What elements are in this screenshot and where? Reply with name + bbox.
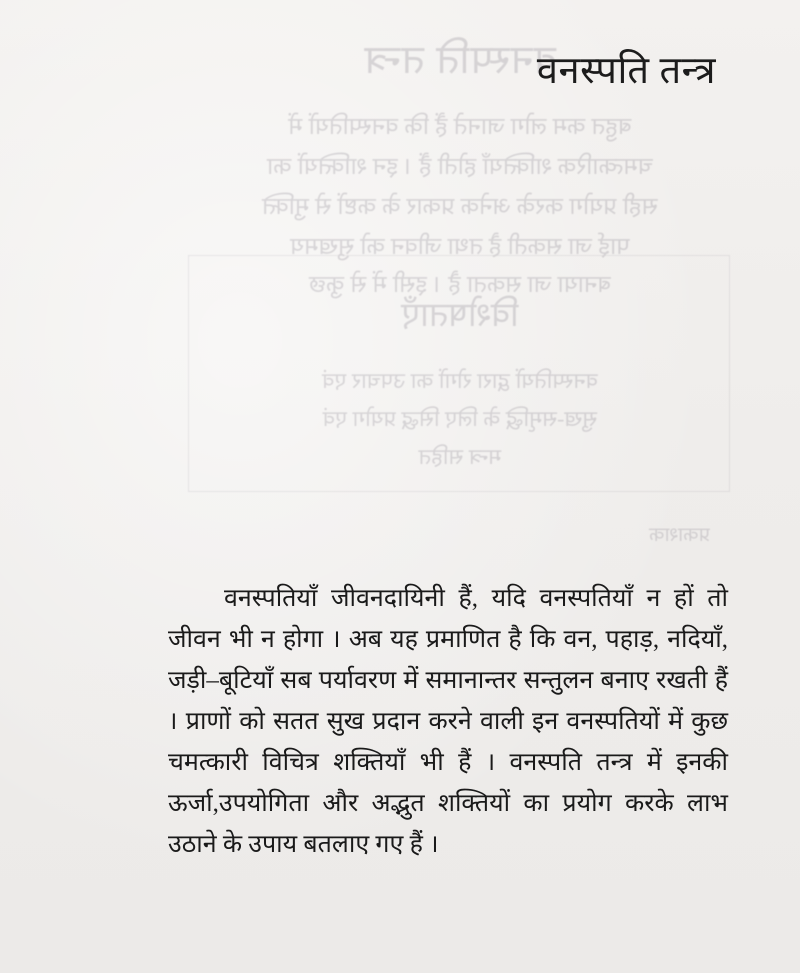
show-through-box-line: सुख-समृद्धि के लिए सिद्ध प्रयोग एवं	[322, 406, 598, 431]
show-through-line: बहुत कम लोग जानते हैं कि वनस्पतियों में	[288, 114, 632, 140]
show-through-box-line: वनस्पतियों द्वारा रोगों का उपचार एवं	[322, 368, 598, 393]
show-through-footer: प्रकाशक	[649, 524, 710, 546]
show-through-box-title: विशेषताएँ	[401, 297, 519, 334]
show-through-line: चमत्कारिक शक्तियाँ होती हैं । इन शक्तियों का	[266, 154, 654, 180]
show-through-line: बनाया जा सकता है । इसी में से कुछ	[309, 272, 611, 298]
show-through-title: वनस्पति तन्त्र	[363, 37, 557, 82]
page-title: वनस्पति तन्त्र	[536, 50, 716, 92]
show-through-line: पाई जा सकती है तथा जीवन को सुखमय	[290, 234, 630, 260]
show-through-box	[188, 255, 730, 492]
show-through-line: सही प्रयोग करके अनेक प्रकार के कष्टों से मुक्ति	[262, 194, 658, 220]
paragraph: वनस्पतियाँ जीवनदायिनी हैं, यदि वनस्पतियाँ न हों तो जीवन भी न होगा । अब यह प्रमाणित है कि वन, पहाड़, नदियाँ, जड़ी–बूटियाँ सब पर्यावरण में समानान्तर सन्तुलन बनाए रखती हैं । प्राणों को सतत सुख प्रदान करने वाली इन वनस्पतियों में कुछ चमत्कारी विचित्र शक्तियाँ भी हैं । वनस्पति तन्त्र में इनकी ऊर्जा,उपयोगिता और अद्भुत शक्तियों का प्रयोग करके लाभ उठाने के उपाय बतलाए गए हैं ।	[168, 585, 728, 858]
body-text	[168, 578, 728, 865]
show-through-box-line: मन्त्र सहित	[418, 444, 502, 469]
